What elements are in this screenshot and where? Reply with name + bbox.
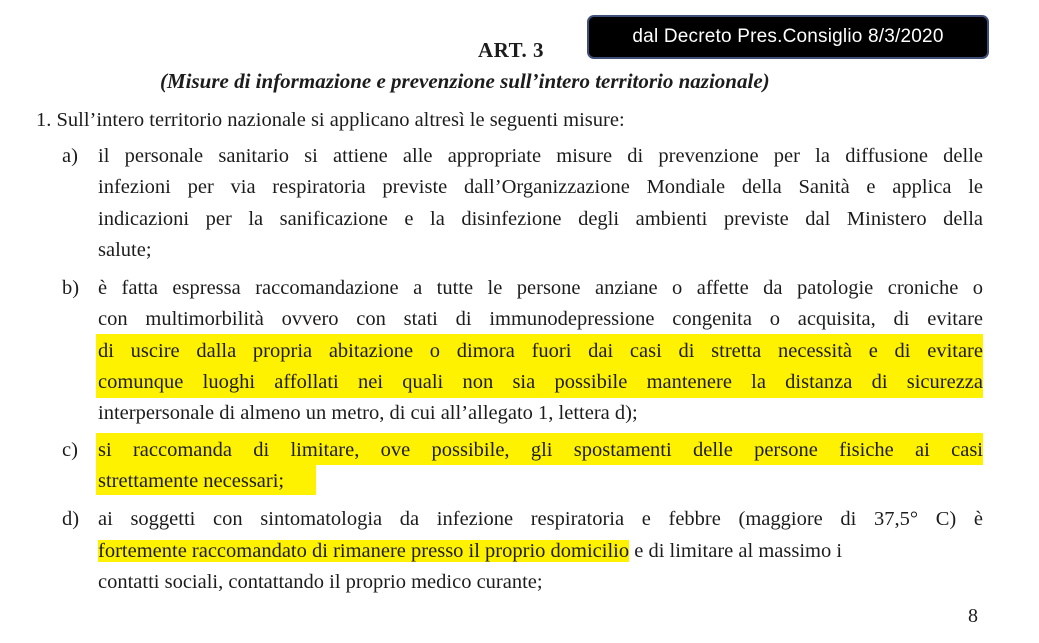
item-b-line-1: è fatta espressa raccomandazione a tutte le persone anziane o affette da patologie croniche o xyxy=(98,277,983,299)
item-a-line-4: salute; xyxy=(98,239,152,261)
item-d-highlight: fortemente raccomandato di rimanere presso il proprio domicilio xyxy=(98,540,630,562)
item-d-line-1: ai soggetti con sintomatologia da infezione respiratoria e febbre (maggiore di 37,5° C) è xyxy=(98,508,983,530)
item-letter-c: c) xyxy=(62,439,78,461)
item-letter-d: d) xyxy=(62,508,80,530)
source-badge xyxy=(587,15,989,59)
item-a-line-1: il personale sanitario si attiene alle appropriate misure di prevenzione per la diffusione delle xyxy=(98,145,983,167)
page-number: 8 xyxy=(968,605,978,627)
item-letter-a: a) xyxy=(62,145,78,167)
item-a-line-3: indicazioni per la sanificazione e la disinfezione degli ambienti previste dal Ministero della xyxy=(98,208,983,230)
item-c-line-2: strettamente necessari; xyxy=(98,470,285,492)
item-d-line-2-rest: e di limitare al massimo i xyxy=(629,540,843,562)
item-d-line-3: contatti sociali, contattando il proprio medico curante; xyxy=(98,571,543,593)
item-d-line-2 xyxy=(98,537,842,565)
item-b-line-2: con multimorbilità ovvero con stati di immunodepressione congenita o acquisita, di evitare xyxy=(98,308,983,330)
item-b-line-4: comunque luoghi affollati nei quali non sia possibile mantenere la distanza di sicurezza xyxy=(98,371,983,393)
item-b-line-5: interpersonale di almeno un metro, di cui all’allegato 1, lettera d); xyxy=(98,402,638,424)
source-badge-text: dal Decreto Pres.Consiglio 8/3/2020 xyxy=(632,26,944,47)
item-c-line-1: si raccomanda di limitare, ove possibile, gli spostamenti delle persone fisiche ai casi xyxy=(98,439,983,461)
item-b-line-3: di uscire dalla propria abitazione o dimora fuori dai casi di stretta necessità e di evitare xyxy=(98,340,983,362)
item-a-line-2: infezioni per via respiratoria previste dall’Organizzazione Mondiale della Sanità e applica le xyxy=(98,176,983,198)
article-subtitle: (Misure di informazione e prevenzione sull’intero territorio nazionale) xyxy=(160,69,770,93)
item-letter-b: b) xyxy=(62,277,80,299)
article-title: ART. 3 xyxy=(478,38,545,62)
article-intro: 1. Sull’intero territorio nazionale si applicano altresì le seguenti misure: xyxy=(36,109,625,131)
